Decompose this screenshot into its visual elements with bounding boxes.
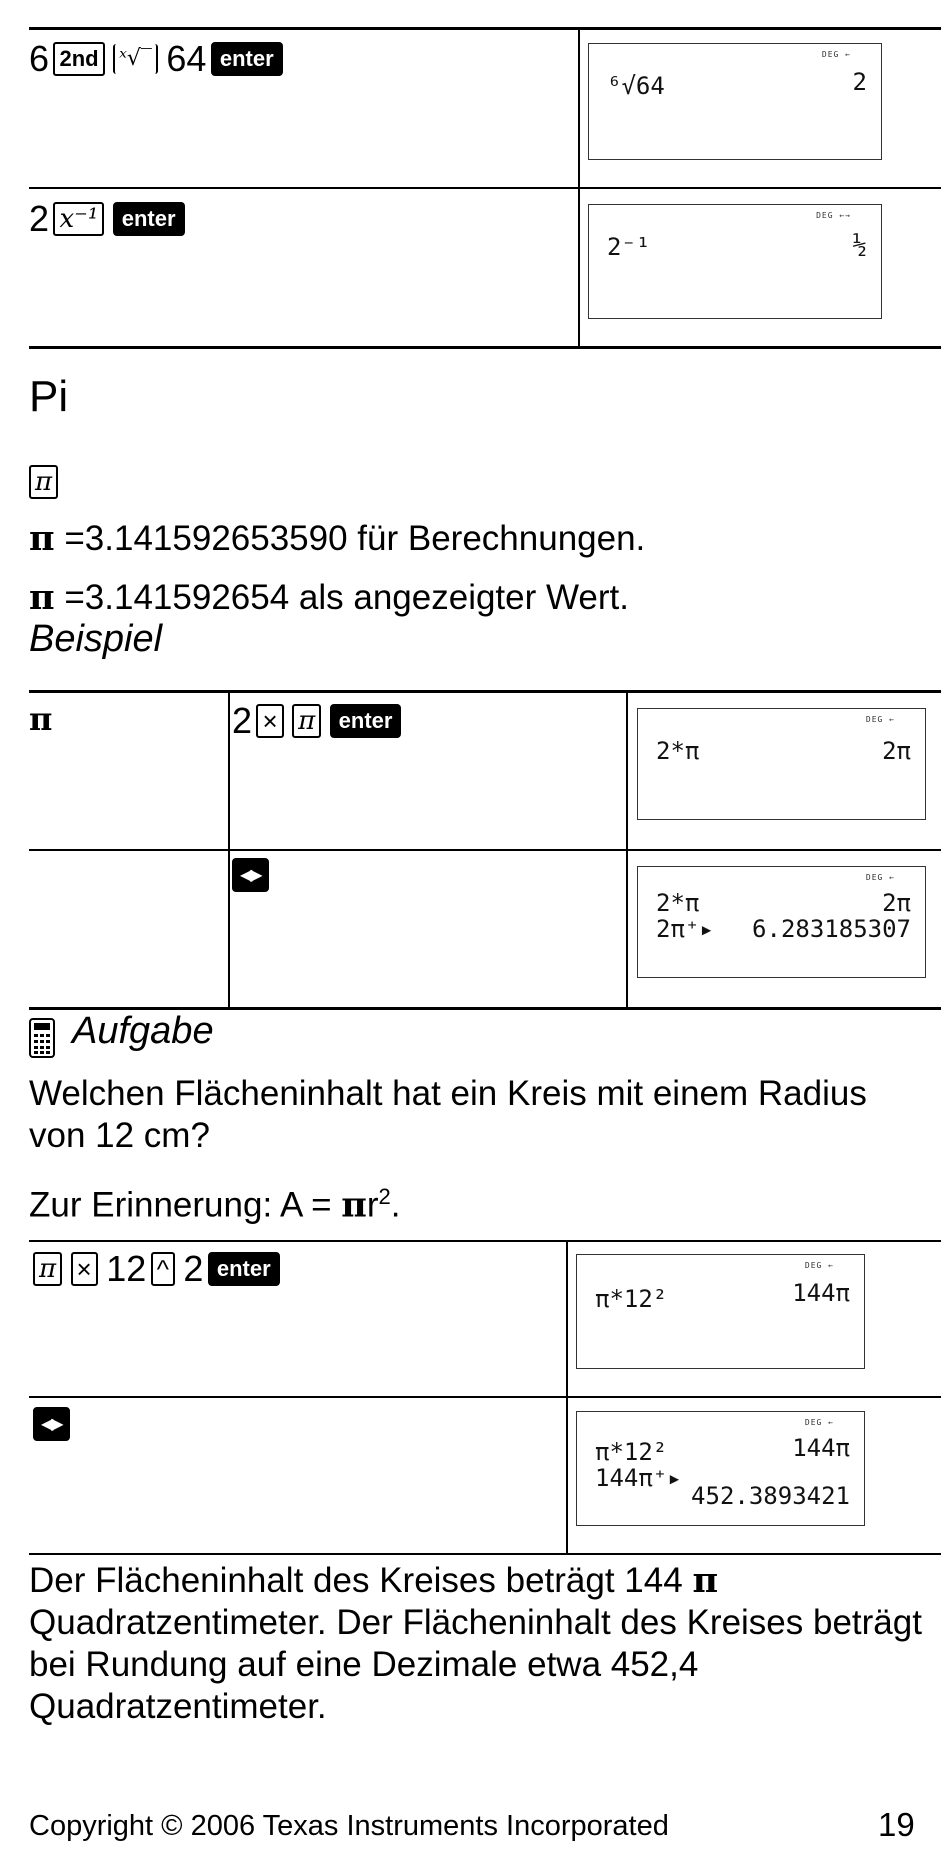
task-reminder	[29, 1176, 929, 1227]
table-divider	[228, 691, 230, 1007]
reminder-prefix: Zur Erinnerung: A =	[29, 1185, 342, 1225]
answer-part1: Der Flächeninhalt des Kreises beträgt 144	[29, 1561, 693, 1600]
table-rule	[29, 187, 941, 189]
answer-text	[29, 1560, 929, 1728]
power-key: ^	[151, 1252, 175, 1286]
page-number: 19	[878, 1806, 915, 1843]
keystroke-number: 2	[232, 700, 253, 741]
table-row	[232, 858, 273, 892]
keystroke-number: 2	[29, 198, 50, 239]
screen-indicator: DEG ←	[804, 1261, 834, 1270]
copyright: Copyright © 2006 Texas Instruments Incorporated	[29, 1810, 669, 1842]
keystroke-arg: 64	[166, 38, 207, 79]
screen-indicator: DEG ←→	[816, 211, 851, 220]
enter-key: enter	[330, 704, 402, 738]
toggle-key: ◀▶	[33, 1407, 70, 1441]
screen-expression: 2*π	[656, 889, 700, 917]
screen-expression: π*12²	[595, 1438, 668, 1466]
calculator-screen	[588, 43, 882, 160]
pi-symbol: π	[692, 1560, 719, 1601]
task-heading: Aufgabe	[72, 1010, 214, 1052]
pi-calc-value: =3.141592653590 für Berechnungen.	[64, 519, 646, 558]
pi-key: π	[33, 1252, 62, 1286]
enter-key: enter	[211, 42, 283, 76]
screen-result: 144π	[792, 1279, 850, 1307]
inverse-key: x⁻¹	[53, 202, 104, 236]
times-key: ×	[256, 704, 283, 738]
enter-key: enter	[208, 1252, 280, 1286]
answer-part2: Quadratzentimeter. Der Flächeninhalt des Kreises beträgt bei Rundung auf eine Dezimale etwa 452,4 Quadratzentimeter.	[29, 1603, 922, 1726]
table-rule	[29, 1553, 941, 1555]
enter-key: enter	[113, 202, 185, 236]
table-row	[33, 1407, 74, 1441]
calculator-screen	[576, 1254, 865, 1369]
screen-result: 2π	[882, 889, 911, 917]
screen-expression: 2⁻¹	[607, 233, 651, 261]
screen-expression: 2*π	[656, 737, 700, 765]
reminder-end: .	[390, 1185, 401, 1225]
keystroke-number: 2	[183, 1248, 204, 1289]
screen-result: 144π	[792, 1434, 850, 1462]
root-key: ˣ√‾	[113, 44, 158, 74]
screen-indicator: DEG ←	[821, 50, 851, 59]
screen-result: 6.283185307	[752, 915, 911, 943]
screen-indicator: DEG ←	[865, 873, 895, 882]
pi-symbol: π	[341, 1184, 367, 1226]
table-rule	[29, 690, 941, 693]
screen-result: ½	[852, 231, 867, 259]
table-rule	[29, 1240, 941, 1242]
reminder-variable: r	[366, 1185, 379, 1225]
times-key: ×	[71, 1252, 98, 1286]
pi-display-line	[29, 577, 629, 618]
table-rule	[29, 1396, 941, 1398]
table-row	[232, 700, 405, 742]
screen-expression: 2π⁺▸	[656, 915, 714, 943]
screen-result: 2	[852, 68, 867, 96]
screen-result: 452.3893421	[691, 1482, 850, 1510]
table-rule	[29, 849, 941, 851]
screen-result: 2π	[882, 737, 911, 765]
calculator-screen	[588, 204, 882, 319]
table-row	[29, 38, 287, 80]
pi-calc-line	[29, 518, 645, 559]
table-divider	[578, 28, 580, 346]
screen-indicator: DEG ←	[804, 1418, 834, 1427]
pi-symbol: π	[29, 518, 55, 559]
screen-expression: π*12²	[595, 1285, 668, 1313]
toggle-key: ◀▶	[232, 858, 269, 892]
screen-expression: ⁶√64	[607, 72, 665, 100]
pi-key: π	[292, 704, 321, 738]
table-divider	[626, 691, 628, 1007]
calculator-screen	[637, 866, 926, 978]
section-heading: Pi	[29, 372, 69, 421]
table-row	[29, 198, 189, 240]
table-row	[33, 1248, 284, 1290]
keystroke-number: 12	[106, 1248, 147, 1289]
screen-indicator: DEG ←	[865, 715, 895, 724]
calculator-screen	[576, 1411, 865, 1526]
table-label: π	[29, 700, 53, 738]
calculator-icon	[29, 1018, 55, 1063]
reminder-exponent: 2	[378, 1184, 391, 1209]
keystroke-number: 6	[29, 38, 50, 79]
example-heading: Beispiel	[29, 618, 163, 660]
table-rule	[29, 346, 941, 349]
pi-display-value: =3.141592654 als angezeigter Wert.	[64, 578, 629, 617]
calculator-screen	[637, 708, 926, 820]
pi-key-glyph	[29, 465, 62, 499]
table-divider	[566, 1241, 568, 1553]
pi-key: π	[29, 465, 58, 499]
table-rule	[29, 27, 941, 30]
pi-symbol: π	[29, 577, 55, 618]
2nd-key: 2nd	[53, 42, 104, 76]
task-question: Welchen Flächeninhalt hat ein Kreis mit einem Radius von 12 cm?	[29, 1074, 867, 1155]
screen-expression: 144π⁺▸	[595, 1464, 682, 1492]
